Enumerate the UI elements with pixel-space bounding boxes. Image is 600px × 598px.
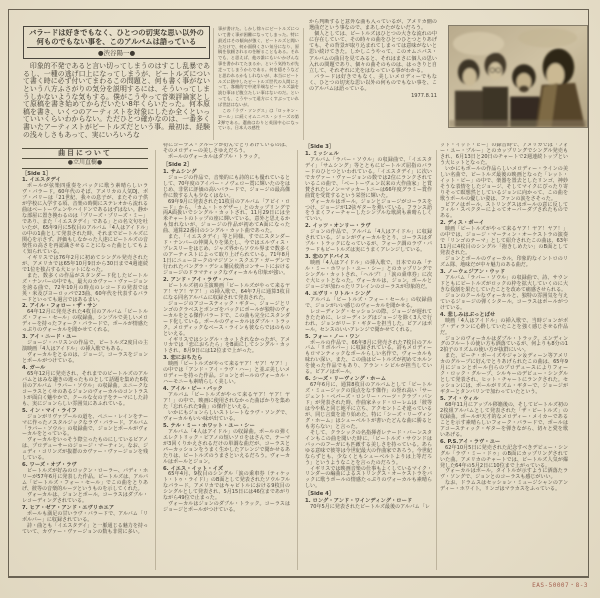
body-column-1 [22,148,148,572]
paragraph: 映画「4人はアイドル」の挿入歌で、日本でのみ「テル・ミー・ホワット・ユー・シー」とのカップリングでシングル・カットされ、「ヘルプ！」「涙の乗車券」に次ぐ大ヒットとなった。ヴォーカルは、ジョン。ポールとジョージが加わったリフレインのコーラスが印象的だ。 [305,260,432,290]
paragraph: から判断すると意外な曲も入っているが、アメリカ側の選曲だという事なので、まあしかたがないだろう。 [309,19,437,32]
song-title: 1. ミッシェル [305,150,339,157]
paragraph: アルバム「ラバー・ソウル」の収録曲で、「イエスタデイ」「サムシング」等とともにビートルズ屈指のバラードのひとつといわれている。「イエスタデイ」に次いでカヴァー・ヴァージョンの数では2位にランクされているこの曲で、「ベートーヴェン以来の大作曲家」と賞賛されたレノン＝マッカートニーは66年度グラミー賞作曲賞を受賞するという栄誉に輝いた。 [305,156,432,199]
paragraph: バラードは好きでもなく、美しいメロディーでもなく、ひとつの切実な思い以外の何ものでもない事を、このアルバムは語っている。 [309,73,437,93]
song-title: 4. 悲しみはぶっとばせ [440,311,496,318]
paragraph: レコーディング・セッションの際、ジョージが遅れてきたために、レコーディングはジョージを除く3人で行われ、ジョンがリード・ギターを担当した。ピアノはポール。センスのいいアレンジで聞かせてくれる。 [305,308,432,333]
paragraph: ポールが弦楽四重奏をバックに歌う素晴らしいラヴ・バラード。60年代のそば、アメリカの人気DJ、ボブ・パリーは「21世紀、我々の息子が、またその子供が学校に入学する頃、音楽の時間にステレオから流れる曲はベートーヴェンやハイドンであるはずはない。静かな部屋に置き換わるのは「プリーズ・プリーズ・ミー」であり、また「イエスタデイ」である」との名文句を吐いたが、65年9月に5枚目のアルバム「4人はアイドル」の中の1曲として発表された時、それまでビートルズに関心を示さず、評価もしなかった人達にビートルズの音楽性の高さを再認識させることになった曲としてもよく知られている。 [22,183,148,255]
paragraph: 65年4月、9枚目のシングル「涙の乗車券（ティケット・トゥ・ライド）」のB面として発表されたソウルフルなバラード。アメリカではキャピトルにおける9枚目のシングルとして発表され、5月15日には46位まであがりながら49位で止まった。 [163,471,290,502]
song-title: 7. ヒア・ゼア・アンド・エヴリホエア [22,504,115,511]
paragraph: 65年12月に発売され、それまでのビートルズのアルバムとはみな趣きの違ったものとして話題を集めた6枚目のアルバム「ラバー・ソウル」の収録曲。ユニークなコーラスとくせのあるジョンのヴォーカルのコントラストが面白く魅やかで、クールな女の子をテーマにした詩も、実にジョンらしい雰囲気にあふれている。 [22,370,148,407]
paragraph: この「ラヴ・ソングス」は「ロッキン・ロール」に続くオムニバス・シリーズの第2弾である。選曲はわりと英国中心になっている。日本人の感性 [218,107,299,131]
song-title: 6. シーズ・リーヴィング・ホーム [305,376,387,383]
intro-column-1 [23,26,210,144]
paragraph: また、「イエスタデイ」等と同様、すでにスタンダード・ナンバーの仲間入りを果たし、今ではエルヴィス・プレスリーをはじめ、ジャズ界からソウル界まで数多くのアーティストによって取り上げられている。71年8月1日にニューヨークのマジソン・スクエア・ガーデンで行われたバングラ・デシュ難民救済コンサートにおけるジョージのドラマティックなヴォーカルも印象が強い。 [163,234,290,277]
paragraph: ビートルズ初の主演映画「ビートルズがやって来るヤア！ヤア！ヤア！」の挿入歌で、64年7月に通算3枚目になる同名アルバムに収録されて発表された。 [163,282,290,301]
paragraph: そして、クラシックの名指揮者レナード・バーンスタインもこの曲を聞いた時に、「ビートルズ・サウンドはバッハのフーガにも匹敵する美しさを持っている。あらゆる意味で彼等は今世紀最大の作曲家であろう。今世紀ならずとも、少なくともシューベルトよりは上等だろう」というようなことを言ったのだろう。 [305,429,432,466]
song-title: 4. アイル・ビー・バック [163,386,223,393]
song-title: 4. エヴリ・リトル・シング [305,290,371,297]
paragraph: ヴォーカルをいっそう際立ったものにしているピアノは、プロデューサーのジョージ・マーティン。なお、ジュディ・コリンズが抜群のカヴァー・ヴァージョンを残している。 [22,437,148,462]
paragraph: ポールも満足の甘いラヴ・バラードで、アルバム「リボルバー」に収録されている。 [22,510,148,523]
paragraph: 事が書けた。しかし徐々にビートルズについて書く事が困難になってしまった。特に最近はその傾向が強く、ビートルズと聞いただけで、何か面倒くさい気分になり、原稿を依頼されるのを断ることもある。それでも、と思えば、他の誰にもいいかげんな事を書かれてたまるか、という気持ちが先走ってしまうからである。何を隠そうなどと思われるかもしれないが、本当にビートルズに熱中したビートルズ世代の人間にとって、客観的で中途半端なビートルズ論を読む事ほど腹立たしい事はないのだ。といっても、こうやって遠方にくすぶっていれば世話はないが。 [218,26,299,107]
side-label: ［Side 2］ [163,161,193,168]
paragraph: ジョージのアコースティック・ギター、ジョージとリンゴのクラベスとボンゴをバックにポールが独特のヴォーカルをとる傑作バラードで、この曲も完全にスタンダード化している。ポールのヴォーカルはダブル・トラック。メロディックなベース・ラインも彼ならではのものといえる。 [163,300,290,337]
song-title: 3. 恋におちたら [163,355,203,362]
song-title: 5. フォー・ノー・ワン [305,333,360,340]
paragraph: ピアノはポール、ストリングスはポールの意に反してフィル・スペクターによってオーバーダブされたものである。 [440,201,568,220]
body-divider-1 [155,150,156,570]
paragraph: ジョンのクールなヴォーカルと、独特の雰囲気を与えているジョージの弾くシタール。コーラスはポールがつけている。 [440,292,568,311]
paragraph: なお、ドラムスはセッション・ミュージシャンのアンディー・ホワイト。リンゴはマラカスをふっている。 [440,480,568,493]
body-column-2 [163,143,290,572]
paragraph: 個人としては、ビートルズはひとつの大きな流れの中に存在していて、その時々の曲をひとつひとつとりあげても、その背景が取り込まれてしまっては意味がないと思い続けてきた。しかしこうやって、このオムニバス・アルバムの曲目を見てみると、それはまさに個人の思い入れの問題であり、個々の曲そのものは、はっきりと自立して、それぞれに光をはなっている事がわかる。 [309,31,437,74]
song-title: 1. サムシング [163,168,197,175]
intro-column-3 [309,19,437,144]
beatles-photo [448,25,588,128]
body-divider-2 [297,150,298,570]
song-title: 2. イッツ・オンリー・ラヴ [305,223,371,230]
song-title: 5. イン・マイ・ライフ [22,407,77,414]
paragraph: イギリスではシングル・カットされなかったが、アメリカでは「恋におちたら」をB面にしてシングル・カットされ、8月9日には12位まで上がった。 [163,336,290,355]
paragraph: ヴォーカルは、ジョンとポール。コーラスはダブル・レコーディングされている。 [22,492,148,504]
paragraph: ジョンの作品で、アルバム「4人はアイドル」に収録されている。ジョンがヴォーカルをとり、コーラスはダブル・トラックになっているが、フォーク調のラヴ・バラードもビートルズは実にうまくアレンジしている。 [305,229,432,254]
paragraph: ジョンとポールのヴォーカル。印象的なイントロのリズム隊、地味だが中々魅力のある曲だ。 [440,256,568,269]
paragraph: ポールの作品で、66年8月に発売された7枚目のアルバム「リボルバー」に収録されている。詩もメロディーもロマンティックなポールらしい名作で、ヴォーカルも味わい深い。また、この曲はビートルズが初めてホルンを使った作品でもあり、アラン・シビルが担当している。ピアノはポール。 [305,339,432,376]
paragraph: ヴォーカルはジョンのダブル・トラック。コーラスはジョージとポールがつけている。 [163,501,290,514]
paragraph: ビートルズが好みのロックン・ローラー、バディ・ホリーが57年6月に発表した作品。ビートルズは、アルバム「ビートルズ・フォー・セール」でこの曲をとりあげ、彼等の音楽的ルーツというものを示してくれた。 [22,468,148,493]
beatles-photo-art [449,26,587,127]
song-title: 2. アンド・アイ・ラヴ・ハー [163,276,234,283]
side-label: ［Side 3］ [305,144,335,150]
headline-author: ●渋谷陽一● [27,47,206,57]
paragraph: いかにもジョンらしいストレートなラヴ・ソングで、ヴォーカルもいい味が出ている。 [163,409,290,422]
paragraph: また、数多くの作品がスタンダード化したビートルズ・ナンバーの中でも、最大のカヴァー・ヴァージョンを誇る曲で、72年10月の時点のレコードの発表では英・米及びヨーロッパで23曲、60年代を代表するバラードといっても過言ではあるまい。 [22,272,148,303]
section-title: 曲目について [22,149,148,159]
intro-divider-1 [213,28,214,140]
paragraph: ット・イット・ビー」の録音時で、アメリカでは「フォー・ユー・ブルー」とのカップリングでシングル発売もされ、6月13日と20日のチャートで2週連続トップという大ヒットとなった。 [440,143,568,166]
paragraph: 69年9月に発表された11枚目のアルバム「アビイ・ロード」から、「カム・トゥゲザー」とのカップリングで両A面扱いでシングル・カットされ、11月29日には全米チャートのトップの座に輝いている。意外と思えるかも知れないが、ジョージの作品が初めてA面になった曲、通算22番目のシングル・カット曲であった。 [163,198,290,235]
song-title: 3. アイ・ニード・ユー [22,334,77,341]
paragraph: 特にコーラス・グループが好んでとりあげているのは、そのメロディーの美しさゆえだろう。 [163,143,290,154]
paragraph: ジョージ・ハリスンの作品で、ビートルズ2度目の主演映画「4人はアイドル」の挿入歌でもある。 [22,340,148,353]
paragraph: イギリスでは映画音楽の仕事もよくしているマイク・リンダーの編曲によるストリングス・オーケストラをバックに歌うポールの情感たっぷりのヴォーカルも素晴らしい。 [305,465,432,490]
section-author: ●立川直樹● [67,159,103,166]
side-label: ［Side 4］ [305,491,335,498]
paragraph: アルバム「ビートルズ・フォー・セール」の収録曲で、ジョンがいい感じのヴォーカルを聞かせる。 [305,296,432,309]
paragraph: 67年6月に、通算8枚目のアルバムとして「ビートルズ・ミュージックの頂点をなす傑作」の誉れ高い「サージェント・ペパーズ・ロンリー・ハーツ・クラブ・バンド」が発表された時、作曲家ネッド・ローレムは「彼等は今や私と同じ地平に立ち、アクセントこそ違っているが、同じ言葉を語り始めた。特に「シーズ・リーヴィング・ホーム」はシューベルトが書いたどんな曲に勝るとも劣らない」と言った。 [305,382,432,430]
paragraph: 70年5月に発表されたビートルズ最後のアルバム「レ [310,504,430,511]
paragraph: 映画「ビートルズがやって来るヤア！ヤア！ヤア！」の中では「アンド・アイ・ラヴ・ハー」と並ぶ美しいメロディーを持った作品。ジョンとポールのヴォーカル・ハーモニーも素晴らしく美しい。 [163,361,290,386]
body-column-4 [440,143,568,572]
paragraph: 62年10月5日に発売された記念すべきデビュー・シングル「ラヴ・ミー・ドゥ」のB面にカップリングされていた曲。アメリカのチャートでは、ビートルズ人気が爆発した64年の5月2日に10位まで上がっている。 [440,444,568,469]
body-divider-3 [436,150,437,570]
paragraph: 68年11月にアップル移籍後の、そしてビートルズ初の2枚組アルバムとして発表された「ザ・ビートルズ」の収録曲。ポールが天才的なメロディー・メイカーであることを示す素晴らしいフォーク・バラードで、ポールはアコースティック・ギターを弾きながら、切々と愛を歌いあげる。 [440,401,568,438]
song-title: 1. ロング・アンド・ワインディング・ロード [305,498,413,505]
song-title: 6. イエス・イット・イズ [163,465,224,472]
headline-line-1: バラードは好きでもなく、ひとつの切実な思い以外の [29,29,204,37]
intro-divider-2 [303,28,304,140]
headline-box [23,26,210,59]
paragraph: 印象的不発であると言い切ってしまうのはすこし乱暴であるし、一種の逃げ口上になってしまうが、ビートルズについて書く時に必ず付いてまわるこの問題と、何も書く事がないという八方ふさがりの気分を説明するには、そういってしまうしかないような気もする。僕がこうやって音楽評論家として原稿を書き始めてからだいたい8年くらいたった。何本原稿を書き、いくつのアーティストを対象にしたか全くといっていいくらいわからない。ただひとつ確かなのは、一番多く書いたアーティストがビートルズだという事。最初は、経験の浅々しさもあって、実にいろいろな [23,62,210,139]
paragraph: 映画「ビートルズがやって来るヤア！ヤア！ヤア！」の中では、ジョージ・マーティン・オーケストラの演奏で「リンゴのテーマ」として紹介されたこの曲は、63年11月に4枚目のシングル「抱きしめたい」のB面として発表された。 [440,226,568,257]
paragraph: 詩・曲とも「イエスタデイ」と一脈通じる魅力を持っていて、カヴァー・ヴァージョンの数も非常に多い。 [22,522,148,535]
paragraph: アルバム「ラバー・ソウル」の収録曲で、詩、サウンドともにビートルズがロックの枠を拡大していくのに大きな役割を果たしていたことを改めて痛感させられる。 [440,274,568,293]
paragraph: ヴォーカルはポール。タイトルが示すように洒落たラヴ・ソングで、ジョンとのコーラスも感じがいい。 [440,468,568,481]
song-title: 5. アイ・ウィル [440,396,479,403]
intro-text-1 [23,63,210,139]
song-title: 6. ワーズ・オブ・ラヴ [22,462,77,469]
body-column-1-text [22,172,148,536]
section-header [22,148,148,169]
paragraph: ヴォーカルをとるのは、ジョージ。コーラスをジョンとポールがつけている。 [22,352,148,365]
paragraph: アルバム「ビートルズがやって来るヤア！ヤア！ヤア！」の中で、映画に使用されなかった曲ばかりを集めた「忘れられた9曲」の傑作といえる。 [163,392,290,410]
paragraph: 64年12月に発売された4枚目のアルバム「ビートルズ・フォー・セール」の収録曲。シンプルで美しいメロディーを持ったフォーク・バラードで、ポールが情感たっぷりのヴォーカルを聞かせてくれる。 [22,309,148,334]
paragraph: ヴォーカルはポール。ジョンとジョージがコーラスをつけ、ジョージが12弦ギターを弾いている。フランス語をうまくフィーチャーしたシンプルな歌詞も素晴らしくていい。 [305,198,432,223]
paragraph: ポールのヴォーカルはダブル・トラック。 [168,153,264,160]
paragraph: イギリスでは76年2月に初めてシングル発売されたが、アメリカでは65年10月9日から30日まで4週連続で1位を独占する大ヒットになった。 [22,254,148,273]
song-title: 6. P.S.アイ・ラヴ・ユー [440,438,501,445]
song-title: 3. 恋のアドバイス [305,254,350,261]
side-label: ［Side 1］ [22,170,52,177]
song-title: 3. ノーウェジアン・ウッド [440,269,506,276]
song-title: 5. テル・ミー・ホワット・ユー・シー [163,422,255,429]
song-title: 2. ディス・ボーイ [440,220,485,227]
paragraph: いかにもポールの作品らしいメロディー・ラインの美しい名曲で、ビートルズ最後の映画となった「レット・イット・ビー」の中で、楽器を置去としたリンゴ、神妙そうな表情をしたジョージ、そしてマイクにぴったり寄りそって瞑想然としているジョンに向かって、この曲を歌うポールの優しい姿は、ファンの涙をさそった。 [440,165,568,202]
paragraph: また、ビーチ・ボーイズやジャン＆ディーン等アメリカのグループに好んでとりあげられたこの曲は、65年9月にジョンとポール自らのプロデュースによりフォーク・ロック・グループ、シルキーのデビュー・シングルとして発表され、ヒット・チャートにランクされた。セッションには、ポールがリズム・ギターで、ジョージがギターとタンバリンで加わっていたという。 [440,353,568,396]
song-title: 4. ガール [22,365,46,371]
catalog-number: EAS-50007・8-3 [532,582,588,589]
essay-date: 1977.8.11 [411,93,437,100]
paragraph: ジョージの作品で、音楽的にも詩的にも優れているとして、70年度のアイバー・ノヴェロー賞に輝いたのをはじめ、非常に評価の高いバラードで、ジョージの最高傑作に数する人も少なくはない。 [163,174,290,199]
paragraph: 映画「4人はアイドル」の挿入歌で、当時ジョンがボブ・ディランに心酔していたことを強く感じさせる作品だ。 [440,317,568,336]
paragraph: ジョンのヴォーカルはダブル・トラック。エンディングのフルートの使い方も洒落ているが、何よりも8分の12拍子のリズムの使い方が抜群にいい。 [440,335,568,354]
song-title: 2. アイル・フォロー・ザ・サン [22,303,98,310]
headline-line-2: 何ものでもない事を、このアルバムは語っている [36,37,197,46]
body-column-3 [305,143,432,572]
song-title: 1. イエスタデイ [22,177,61,184]
paragraph: アルバム「4人はアイドル」の収録曲。ポールの弾くエレクトリック・ピアノの短いソロをはさんで、テーマが3回くりかえされるだけの単調な曲だが、コーラスとパーカッションをうまく生かしたアレンジで聞かせるあたりは、ビートルズのうまさといえるだろう。ヴォーカルはポールとジョン。 [163,428,290,465]
intro-column-2 [218,26,299,144]
paragraph: ジョンがリヴァプールの道を、ペニー・レインをテーマに作ったノスタルジックなラヴ・バラード。アルバム「ラバー・ソウル」の収録曲で、ジョンとポールがヴォーカルをとっている。 [22,413,148,438]
